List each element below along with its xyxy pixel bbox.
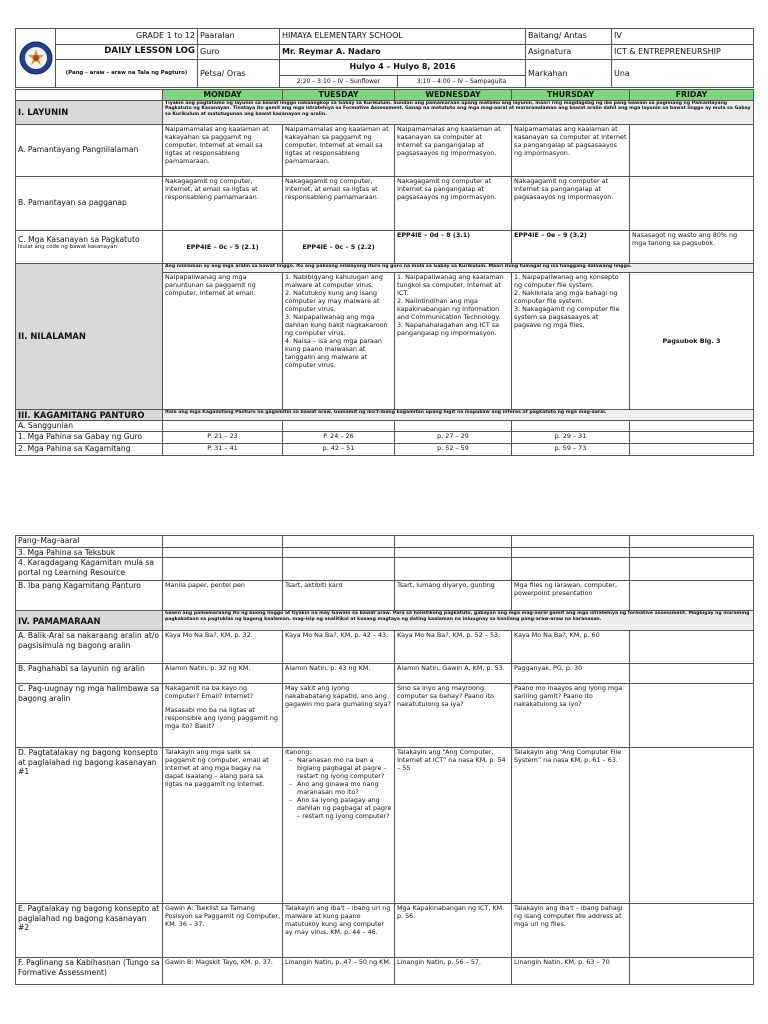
paghahabi-thursday: Pagganyak, PG, p. 30 <box>512 664 630 684</box>
rowA-friday <box>630 124 754 176</box>
row2-thursday: p. 59 – 73 <box>512 444 630 456</box>
empty-cell <box>630 664 754 684</box>
empty-cell <box>283 548 395 558</box>
empty-cell <box>512 421 630 432</box>
paghahabi-label: B. Paghahabi sa layunin ng aralin <box>16 664 163 684</box>
table-row <box>16 958 754 985</box>
pagtalakay1-wednesday: Talakayin ang “Ang Computer, Internet at ICT” na nasa KM, p. 54 – 55 <box>395 748 512 904</box>
empty-cell <box>512 558 630 581</box>
deped-seal-icon <box>19 41 53 75</box>
rowA-monday: Naipamamalas ang kaalaman at kakayahan sa paggamit ng computer, Internet at email sa ligtas at responsableng pamamaraan. <box>163 124 283 176</box>
table-row <box>16 432 754 444</box>
empty-cell <box>630 904 754 958</box>
rowC-friday: Nasasagot ng wasto ang 80% ng mga tanong sa pagsubok. <box>630 230 754 263</box>
list-item: 2. Naiintindihan ang mga kapakinabangan ng Information and Communication Technology. <box>397 296 501 321</box>
pagtalakay1-monday: Talakayin ang mga salik sa paggamit ng computer, email at Internet at ang mga bagay na dapat isaalang – alang para sa ligtas na paggamit ng Internet. <box>163 748 283 904</box>
table-row <box>16 176 754 230</box>
nilalaman-friday: Pagsubok Blg. 3 <box>630 272 754 409</box>
row2-friday <box>630 444 754 456</box>
lesson-table-page1 <box>15 89 754 456</box>
list-item: 3. Nakagagamit ng computer file system sa pagsasaayos at pagsave ng mga files. <box>514 304 620 329</box>
itanong-list <box>285 756 392 820</box>
row2-tuesday: p. 42 – 51 <box>283 444 395 456</box>
row1-monday: P. 21 – 23 <box>163 432 283 444</box>
paglinang-monday: Gawin B: Magskit Tayo, KM. p. 37. <box>163 958 283 985</box>
teksbuk-label: 3. Mga Pahina sa Teksbuk <box>16 548 163 558</box>
guro-value: Mr. Reymar A. Nadaro <box>280 44 526 60</box>
list-item: 1. Nabibigyang kahulugan ang malware at computer virus. <box>285 272 383 289</box>
lesson-table-page2 <box>15 535 754 985</box>
list-item: – Ano sa iyong palagay ang dahilan ng pagbagal at pagre – restart ng iyong computer? <box>297 796 392 820</box>
list-item: – Ano ang ginawa mo nang maranasan mo ito? <box>297 780 392 796</box>
list-item: 1. Naipapaliwanag ang konsepto ng computer file system. <box>514 272 619 289</box>
pamamaraan-note: Gawin ang pamamaraang ito ng buong linggo at tiyakin na may Gawain sa bawat araw. Para sa holistikong pagkatuto, gabayan ang mga mag-aaral gamit ang mga istratehiya ng formative assessment. Magbigay ng maraming pagkakataon sa pagtuklas ng bagong kaalaman, mag-isip ng analitikal at kusang magtaya ng dating kaalaman na iniuugnay sa kanilang pang-araw-araw na karanasan. <box>163 611 754 631</box>
balik-aral-label: A. Balik-Aral sa nakaraang aralin at/o pagsisimula ng bagong aralin <box>16 631 163 664</box>
day-tuesday: TUESDAY <box>283 90 395 101</box>
paglinang-thursday: Linangin Natin, KM, p. 63 – 70 <box>512 958 630 985</box>
pag-uugnay-thursday: Paano mo inaayos ang iyong mga sariling gamit? Paano ito nakakatulong sa iyo? <box>512 684 630 748</box>
day-friday: FRIDAY <box>630 90 754 101</box>
dll-subtitle: (Pang – araw – araw na Tala ng Pagturo) <box>56 60 198 88</box>
empty-cell <box>630 558 754 581</box>
pamantayang-pangnilalaman-label: A. Pamantayang Pangnilalaman <box>16 124 163 176</box>
itanong-heading: Itanong: <box>285 748 312 757</box>
date-range: Hulyo 4 – Hulyo 8, 2016 <box>280 60 526 76</box>
paglinang-label: F. Paglinang sa Kabihasnan (Tungo sa Formative Assessment) <box>16 958 163 985</box>
paghahabi-wednesday: Alamin Natin, Gawin A, KM, p. 53. <box>395 664 512 684</box>
pamantayan-sa-pagganap-label: B. Pamantayan sa pagganap <box>16 176 163 230</box>
empty-cell <box>630 958 754 985</box>
markahan-label: Markahan <box>526 60 612 88</box>
time-slot-1: 2:20 – 3:10 – IV – Sunflower <box>280 75 398 87</box>
table-row <box>16 536 754 548</box>
pag-uugnay-monday <box>163 684 283 748</box>
balik-monday: Kaya Mo Na Ba?, KM, p. 32. <box>163 631 283 664</box>
nilalaman-monday: Naipapaliwanag ang mga panuntunan sa paggamit ng computer, Internet at email. <box>163 272 283 409</box>
empty-cell <box>163 548 283 558</box>
table-row <box>16 558 754 581</box>
table-row <box>16 748 754 904</box>
kagamitan-note: Itala ang mga Kagamitang Panturo na gagamitin sa bawat araw. Gumamit ng iba't-ibang kagamitan upang higit na mapukaw ang interes at pagkatuto ng mga mag-aaral. <box>163 409 754 421</box>
empty-cell <box>283 558 395 581</box>
pagtalakay2-monday: Gawin A: Tsekilst sa Tamang Posisyon sa Paggamit ng Computer, KM. 36 – 37. <box>163 904 283 958</box>
table-row <box>16 664 754 684</box>
table-row <box>16 421 754 432</box>
header-table <box>15 28 754 88</box>
pag-uugnay-monday-q1: Nakagamit na ba kayo ng computer? Email? Internet? <box>165 684 254 701</box>
kasanayan-sublabel: Isulat ang code ng bawat kasanayan <box>18 244 117 251</box>
iba-wednesday: Tsart, lumang diyaryo, gunting <box>395 581 512 611</box>
rowC-thursday: EPP4IE – 0e – 9 (3.2) <box>512 230 630 263</box>
rowB-friday <box>630 176 754 230</box>
pagtalakay1-tuesday <box>283 748 395 904</box>
row1-tuesday: P. 24 – 26 <box>283 432 395 444</box>
rowA-tuesday: Naipamamalas ang kaalaman at kakayahan sa paggamit ng computer, Internet at email sa ligtas at responsableng pamamaraan. <box>283 124 395 176</box>
table-row <box>16 548 754 558</box>
empty-cell <box>395 536 512 548</box>
pagtalakay1-label: D. Pagtatalakay ng bagong konsepto at paglalahad ng bagong kasanayan #1 <box>16 748 163 904</box>
empty-cell <box>630 684 754 748</box>
row2-wednesday: p. 52 – 59 <box>395 444 512 456</box>
rowB-thursday: Nakagagamit ng computer at Internet sa pangangalap at pagsasaayos ng impormasyon. <box>512 176 630 230</box>
empty-cell <box>283 536 395 548</box>
table-row <box>16 444 754 456</box>
nilalaman-note: Ang nilalaman ay ang mga aralin sa bawat linggo. Ito ang paksang nilalayong ituro ng guro na mula sa Gabay sa Kurikulum. Maari itong tumagal ng isa hanggang dalawang linggo. <box>163 263 754 272</box>
list-item: – Naranasan mo na ban a biglang pagbagal at pagre – restart ng iyong computer? <box>297 756 392 780</box>
guro-label: Guro <box>198 44 280 60</box>
paglinang-wednesday: Linangin Natin, p. 56 – 57. <box>395 958 512 985</box>
iba-tuesday: Tsart, aktibiti kard <box>283 581 395 611</box>
iba-monday: Manila paper, pentel pen <box>163 581 283 611</box>
pag-uugnay-wednesday: Sino sa inyo ang mayroong computer sa bahay? Paano ito nakatutulong sa iya? <box>395 684 512 748</box>
empty-cell <box>163 558 283 581</box>
iba-thursday: Mga files ng larawan, computer, powerpoint presentation <box>512 581 630 611</box>
empty-cell <box>163 536 283 548</box>
paghahabi-monday: Alamin Natin, p. 32 ng KM. <box>163 664 283 684</box>
baitang-value: IV <box>612 29 754 45</box>
deped-seal-cell <box>16 29 56 88</box>
paglinang-tuesday: Linangin Natin, p. 47 – 50 ng KM. <box>283 958 395 985</box>
sanggunian-label: A. Sanggunian <box>16 421 163 432</box>
rowC-wednesday: EPP4IE – 0d – 8 (3.1) <box>395 230 512 263</box>
list-item: 3. Naipapaliwanag ang mga dahilan kung bakit nagkakaroon ng computer virus. <box>285 312 388 337</box>
iba-pang-kagamitan-label: B. Iba pang Kagamitang Panturo <box>16 581 163 611</box>
list-item: 3. Napahahalagahan ang ICT sa pangangalap ng impormasyon. <box>397 320 500 337</box>
table-row <box>16 230 754 263</box>
dll-title: DAILY LESSON LOG <box>56 44 198 60</box>
karagdagang-kagamitan-label: 4. Karagdagang Kagamitan mula sa portal ng Learning Resource <box>16 558 163 581</box>
paghahabi-tuesday: Alamin Natin, p. 43 ng KM. <box>283 664 395 684</box>
row2-monday: P. 31 – 41 <box>163 444 283 456</box>
empty-cell <box>395 548 512 558</box>
balik-thursday: Kaya Mo Na Ba?, KM, p. 60 <box>512 631 630 664</box>
layunin-note: Tiyakin ang pagtatamo ng layunin sa bawat linggo nakaangkop sa Gabay sa Kurikulum. Sundan ang pamamaraan upang matamo ang layunin, maari ring magdagdag ng iba pang Gawain sa paglinang ng Pamantayang Pagkatuto ng Kasanayan. Tinataya ito gamit ang mga istratehiya sa Formative Assessment. Ganap na matututo ang mga mag-aaral at mararamdaman ang bawat aralin dahil ang mga layunin sa bawat linggo ay mula sa Gabay sa Kurikulum at matutugunan ang bawat kasanayan ng aralin. <box>163 100 754 124</box>
grade-line: GRADE 1 to 12 <box>56 29 198 45</box>
pag-uugnay-monday-q2: Masasabi mo ba na ligtas at responsible ang iyong paggamit ng mga ito? Bakit? <box>165 706 278 731</box>
row1-friday <box>630 432 754 444</box>
markahan-value: Una <box>612 60 754 88</box>
pagtalakay2-wednesday: Mga Kapakinabangan ng ICT, KM. p. 56. <box>395 904 512 958</box>
petsa-label: Petsa/ Oras <box>198 60 280 88</box>
kagamitan-label: III. KAGAMITANG PANTURO <box>16 409 163 421</box>
nilalaman-label: II. NILALAMAN <box>16 263 163 409</box>
rowB-wednesday: Nakagagamit ng computer at Internet sa pangangalap at pagsasaayos ng impormasyon. <box>395 176 512 230</box>
rowA-wednesday: Naipamamalas ang kaalaman at kasanayan sa computer at Internet sa pangangalap at pagsasaayos ng impormasyon. <box>395 124 512 176</box>
table-row <box>16 581 754 611</box>
pagtalakay2-tuesday: Talakayin ang iba't – ibang uri ng malware at kung paano matutukoy kung ang computer ay may virus, KM. p. 44 – 46. <box>283 904 395 958</box>
empty-cell <box>630 536 754 548</box>
days-corner <box>16 90 163 101</box>
empty-cell <box>512 548 630 558</box>
day-thursday: THURSDAY <box>512 90 630 101</box>
kasanayan-label: C. Mga Kasanayan sa Pagkatuto <box>18 234 140 244</box>
layunin-label: I. LAYUNIN <box>16 100 163 124</box>
day-monday: MONDAY <box>163 90 283 101</box>
empty-cell <box>512 536 630 548</box>
list-item: 4. Naisa – isa ang mga paraan kung paano maiwasan at tanggalin ang malware at computer virus. <box>285 336 382 369</box>
rowA-thursday: Naipamamalas ang kaalaman at kasanayan sa computer at Internet sa pangangalap at pagsasaayos ng impormasyon. <box>512 124 630 176</box>
kasanayan-label-cell <box>16 230 163 263</box>
empty-cell <box>630 421 754 432</box>
nilalaman-tuesday <box>283 272 395 409</box>
balik-wednesday: Kaya Mo Na Ba?, KM, p. 52 – 53. <box>395 631 512 664</box>
days-row <box>16 90 754 101</box>
time-slot-2: 3:10 – 4:00 – IV – Sampaguita <box>398 75 526 87</box>
list-item: 2. Nakikilala ang mga bahagi ng computer file system. <box>514 288 618 305</box>
empty-cell <box>395 558 512 581</box>
table-row <box>16 124 754 176</box>
nilalaman-wednesday <box>395 272 512 409</box>
table-row <box>16 631 754 664</box>
empty-cell <box>163 421 283 432</box>
empty-cell <box>630 748 754 904</box>
day-wednesday: WEDNESDAY <box>395 90 512 101</box>
list-item: 1. Naipapaliwanag ang kaalaman tungkol sa computer, Internet at ICT. <box>397 272 504 297</box>
pag-uugnay-label: C. Pag-uugnay ng mga halimbawa sa bagong aralin <box>16 684 163 748</box>
empty-cell <box>630 581 754 611</box>
asignatura-label: Asignatura <box>526 44 612 60</box>
rowB-monday: Nakagagamit ng computer, Internet, at email sa ligtas at responsableng pamamaraan. <box>163 176 283 230</box>
gabay-guro-label: 1. Mga Pahina sa Gabay ng Guro <box>16 432 163 444</box>
nilalaman-thursday <box>512 272 630 409</box>
rowC-monday: EPP4IE – 0c – 5 (2.1) <box>163 230 283 263</box>
list-item: 2. Natutukoy kung ang isang computer ay may malware at computer virus. <box>285 288 380 313</box>
table-row <box>16 684 754 748</box>
row1-wednesday: p. 27 – 29 <box>395 432 512 444</box>
pag-uugnay-tuesday: May sakit ang iyong nakababatang kapatid, ano ang gagawin mo para gumaling siya? <box>283 684 395 748</box>
pagtalakay1-thursday: Talakayin ang “Ang Computer File System” na nasa KM, p. 61 – 63. <box>512 748 630 904</box>
rowC-tuesday: EPP4IE – 0c – 5 (2.2) <box>283 230 395 263</box>
rowB-tuesday: Nakagagamit ng computer, Internet, at email sa ligtas at responsableng pamamaraan. <box>283 176 395 230</box>
pang-mag-aaral-label: Pang–Mag–aaral <box>16 536 163 548</box>
table-row <box>16 904 754 958</box>
empty-cell <box>283 421 395 432</box>
baitang-label: Baitang/ Antas <box>526 29 612 45</box>
pagtalakay2-label: E. Pagtalakay ng bagong konsepto at paglalahad ng bagong kasanayan #2 <box>16 904 163 958</box>
pamamaraan-label: IV. PAMAMARAAN <box>16 611 163 631</box>
balik-tuesday: Kaya Mo Na Ba?, KM, p. 42 – 43. <box>283 631 395 664</box>
row1-thursday: p. 29 – 31 <box>512 432 630 444</box>
paaralan-label: Paaralan <box>198 29 280 45</box>
kagamitang-label: 2. Mga Pahina sa Kagamitang <box>16 444 163 456</box>
paaralan-value: HIMAYA ELEMENTARY SCHOOL <box>280 29 526 45</box>
pagtalakay2-thursday: Talakayin ang iba't – ibang bahagi ng isang computer file address at mga uri ng files. <box>512 904 630 958</box>
empty-cell <box>395 421 512 432</box>
asignatura-value: ICT & ENTREPRENEURSHIP <box>612 44 754 60</box>
empty-cell <box>630 631 754 664</box>
empty-cell <box>630 548 754 558</box>
